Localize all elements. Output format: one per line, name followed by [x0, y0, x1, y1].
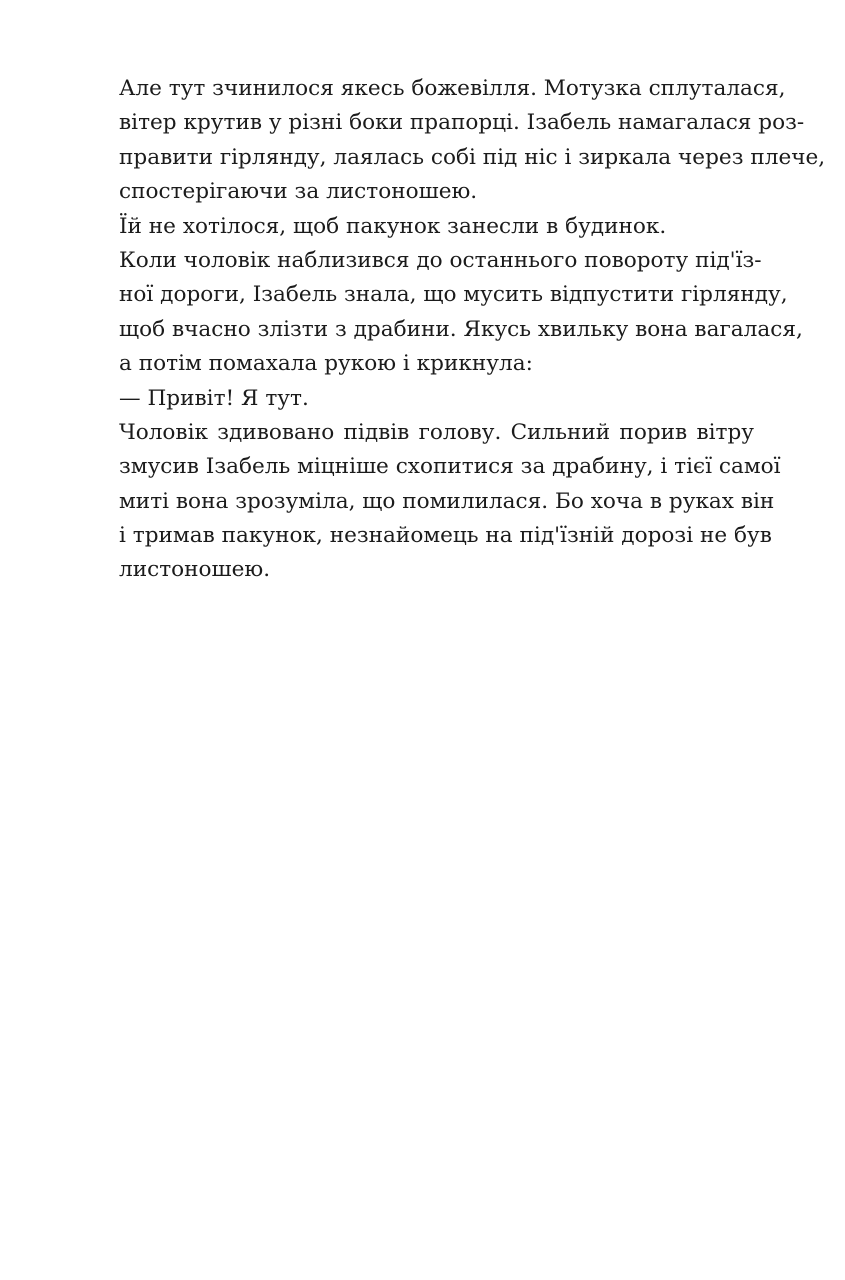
text-line-4: спостерігаючи за листоношею.	[119, 179, 478, 205]
text-line-13: миті вона зрозуміла, що помилилася. Бо хоча в руках він	[119, 488, 775, 514]
text-line-14: і тримав пакунок, незнайомець на під'їзній дорозі не був	[119, 523, 772, 549]
text-line-2: вітер крутив у різні боки прапорці. Ізабель намагалася роз-	[119, 110, 805, 136]
text-line-7: ної дороги, Ізабель знала, що мусить відпустити гірлянду,	[119, 282, 788, 308]
text-line-10: — Привіт! Я тут.	[119, 385, 309, 411]
text-line-1: Але тут зчинилося якесь божевілля. Мотузка сплуталася,	[119, 76, 786, 101]
text-line-6: Коли чоловік наблизився до останнього повороту під'їз-	[119, 247, 762, 273]
text-line-12: змусив Ізабель міцніше схопитися за драбину, і тієї самої	[119, 454, 781, 480]
text-line-3: правити гірлянду, лаялась собі під ніс і зиркала через плече,	[119, 144, 826, 170]
text-line-5: Їй не хотілося, щоб пакунок занесли в будинок.	[119, 213, 667, 239]
text-line-9: а потім помахала рукою і крикнула:	[119, 351, 533, 377]
page-text	[119, 72, 826, 588]
text-line-8: щоб вчасно злізти з драбини. Якусь хвильку вона вагалася,	[119, 316, 803, 342]
text-line-11: Чоловік здивовано підвів голову. Сильний порив вітру	[119, 419, 754, 445]
text-line-15: листоношею.	[119, 557, 271, 583]
